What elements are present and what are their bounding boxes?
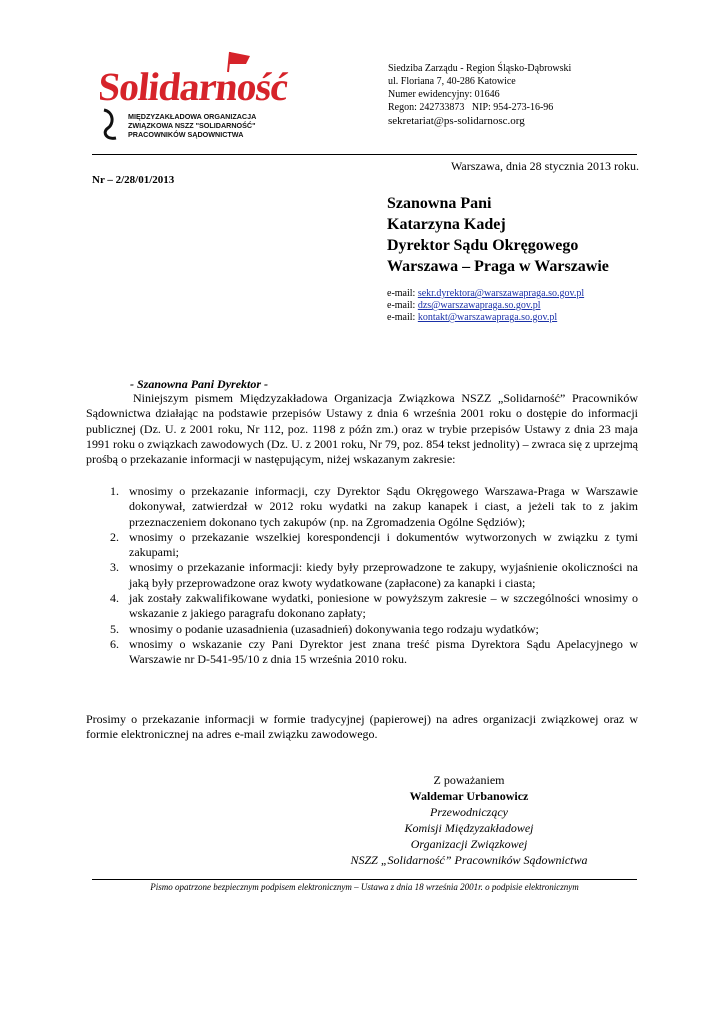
org-info-line3: Numer ewidencyjny: 01646 — [388, 89, 500, 100]
signature-block — [320, 772, 618, 868]
list-item-number: 4. — [110, 591, 119, 606]
list-item-text: wnosimy o podanie uzasadnienia (uzasadnień) dokonywania tego rodzaju wydatków; — [129, 621, 539, 636]
logo-brand-text: Solidarność — [100, 64, 290, 109]
list-item-text: jak zostały zakwalifikowane wydatki, poniesione w powyższym zakresie – w szczególności wnosimy o wskazanie z jakiego paragrafu dokonano zapłaty; — [129, 591, 638, 621]
list-item-text: wnosimy o przekazanie wszelkiej korespondencji i dokumentów wytworzonych w związku z tymi zakupami; — [129, 529, 638, 560]
reference-number: Nr – 2/28/01/2013 — [92, 174, 175, 186]
list-item-number: 2. — [110, 529, 119, 544]
body-paragraph: Niniejszym pismem Międzyzakładowa Organizacja Związkowa NSZZ „Solidarność” Pracowników Sądownictwa działając na podstawie przepisów Ustawy z dnia 6 września 2001 roku o dostępie do informacji publicznej (Dz. U. z 2001 roku, Nr 112, poz. 1198 z późn zm.) oraz w trybie przepisów Ustawy z dnia 23 maja 1991 roku o związkach zawodowych (Dz. U. z 2001 roku, Nr 79, poz. 854 tekst jednolity) – zwraca się z uprzejmą prośbą o przekazanie informacji w następującym, niżej wskazanym zakresie: — [86, 391, 638, 467]
logo-curl — [104, 110, 116, 138]
contact-emails — [387, 288, 584, 324]
signature-role3: Organizacji Związkowej — [410, 837, 528, 851]
list-item — [86, 560, 638, 591]
list-item-text: wnosimy o przekazanie informacji, czy Dyrektor Sądu Okręgowego Warszawa-Praga w Warszawie dokonywał, zatwierdzał w 2012 roku wydatki na zakup kanapek i ciast, a jeżeli tak to z jakim przeznaczeniem dokonano tych zakupów (np. na Zgromadzenia Ogólne Sędziów); — [129, 484, 638, 529]
list-item — [86, 530, 638, 561]
org-info-email: sekretariat@ps-solidarnosc.org — [388, 115, 525, 127]
logo-subtitle-line3: PRACOWNIKÓW SĄDOWNICTWA — [128, 130, 244, 139]
contact-email-row — [387, 300, 584, 312]
list-item-number: 1. — [110, 484, 119, 498]
org-info-line2: ul. Floriana 7, 40-286 Katowice — [388, 76, 516, 87]
logo-subtitle-line2: ZWIĄZKOWA NSZZ "SOLIDARNOŚĆ" — [128, 121, 256, 130]
email-label: e-mail: — [387, 312, 418, 323]
list-item-text: wnosimy o wskazanie czy Pani Dyrektor jest znana treść pisma Dyrektora Sądu Apelacyjnego w Warszawie nr D-541-95/10 z dnia 15 września 2010 roku. — [129, 636, 638, 667]
solidarnosc-logo-graphic — [100, 50, 290, 145]
salutation: - Szanowna Pani Dyrektor - — [130, 377, 269, 391]
list-item — [86, 622, 638, 637]
addressee-line2: Katarzyna Kadej — [387, 216, 506, 233]
email-link-sekr-dyrektora[interactable]: sekr.dyrektora@warszawapraga.so.gov.pl — [417, 288, 585, 299]
signature-role2: Komisji Międzyzakładowej — [404, 821, 534, 835]
logo-subtitle-line1: MIĘDZYZAKŁADOWA ORGANIZACJA — [128, 112, 257, 121]
list-item — [86, 484, 638, 530]
addressee-line3: Dyrektor Sądu Okręgowego — [387, 237, 579, 254]
date-line: Warszawa, dnia 28 stycznia 2013 roku. — [451, 159, 639, 173]
list-item-number: 6. — [110, 636, 119, 651]
signature-role1: Przewodniczący — [430, 805, 508, 819]
email-label: e-mail: — [387, 288, 418, 299]
signature-greeting: Z poważaniem — [433, 773, 505, 787]
requests-list — [86, 484, 638, 668]
footer-divider — [92, 879, 637, 880]
closing-paragraph: Prosimy o przekazanie informacji w formie tradycyjnej (papierowej) na adres organizacji związkowej oraz w formie elektronicznej na adres e-mail związku zawodowego. — [86, 712, 638, 742]
logo-flag — [228, 52, 250, 64]
list-item-number: 3. — [110, 560, 119, 575]
list-item — [86, 637, 638, 668]
addressee-line4: Warszawa – Praga w Warszawie — [387, 258, 609, 275]
email-link-dzs[interactable]: dzs@warszawapraga.so.gov.pl — [417, 300, 541, 311]
email-link-kontakt[interactable]: kontakt@warszawapraga.so.gov.pl — [417, 312, 558, 323]
email-label: e-mail: — [387, 300, 418, 311]
addressee-block — [387, 193, 609, 277]
solidarnosc-logo — [100, 50, 290, 145]
list-item-text: wnosimy o przekazanie informacji: kiedy były przeprowadzone te zakupy, wyjaśnienie okoliczności na jaką były przeprowadzone oraz kwoty wydatkowane (zapłacone) za kanapki i ciasta; — [129, 560, 638, 590]
addressee-line1: Szanowna Pani — [387, 195, 492, 212]
contact-email-row — [387, 288, 584, 300]
list-item-number: 5. — [110, 621, 119, 636]
signature-name: Waldemar Urbanowicz — [409, 789, 529, 803]
footer-note: Pismo opatrzone bezpiecznym podpisem elektronicznym – Ustawa z dnia 18 września 2001r. o podpisie elektronicznym — [150, 882, 579, 892]
organization-info — [388, 62, 571, 129]
org-info-line4: Regon: 242733873 NIP: 954-273-16-96 — [388, 102, 554, 113]
org-info-line1: Siedziba Zarządu - Region Śląsko-Dąbrowski — [388, 63, 572, 74]
header-divider — [92, 154, 637, 155]
contact-email-row — [387, 312, 584, 324]
signature-role4: NSZZ „Solidarność” Pracowników Sądownictwa — [350, 853, 588, 867]
list-item — [86, 591, 638, 622]
